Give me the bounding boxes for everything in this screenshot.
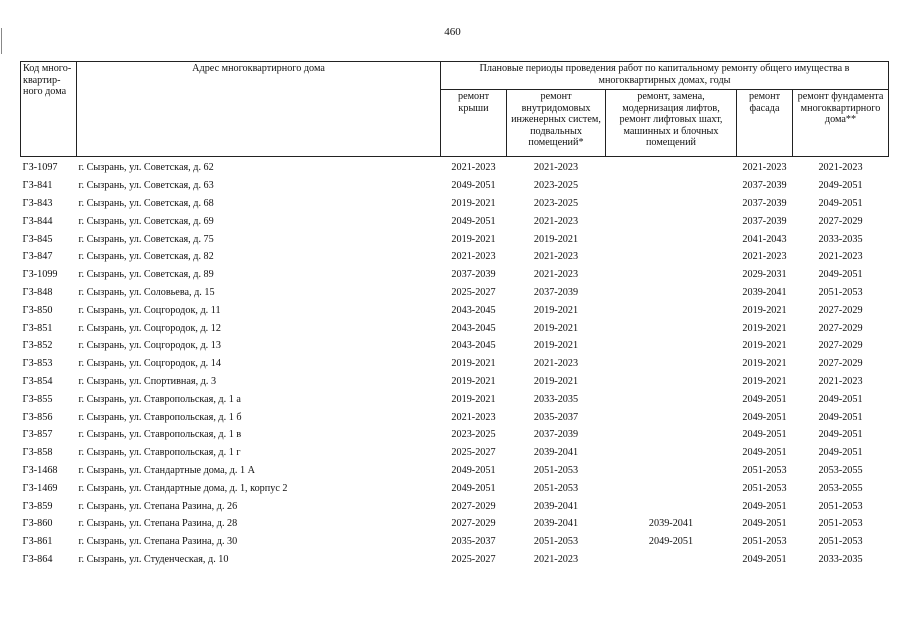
table-body [21, 157, 889, 569]
cell-roof: 2049-2051 [451, 482, 496, 494]
cell-roof: 2019-2021 [451, 393, 496, 405]
cell-facade: 2019-2021 [742, 322, 787, 334]
table-row [21, 337, 889, 355]
cell-roof: 2025-2027 [451, 553, 496, 565]
cell-elevators [606, 462, 737, 480]
table-row [21, 230, 889, 248]
cell-systems: 2039-2041 [533, 500, 579, 512]
table-row [21, 284, 889, 302]
cell-elevators [606, 444, 737, 462]
cell-roof: 2019-2021 [451, 358, 496, 370]
cell-code: ГЗ-845 [22, 233, 53, 245]
cell-systems: 2023-2025 [533, 180, 579, 192]
cell-systems: 2033-2035 [533, 393, 579, 405]
cell-facade: 2049-2051 [742, 411, 787, 423]
table-row [21, 533, 889, 551]
cell-facade: 2051-2053 [742, 536, 787, 548]
cell-foundation: 2049-2051 [818, 180, 863, 192]
cell-elevators [606, 390, 737, 408]
table-row [21, 373, 889, 391]
cell-code: ГЗ-864 [22, 553, 53, 565]
cell-code: ГЗ-860 [22, 518, 53, 530]
cell-code: ГЗ-853 [22, 358, 53, 370]
cell-code: ГЗ-861 [22, 536, 53, 548]
cell-code: ГЗ-852 [22, 340, 53, 352]
cell-elevators [606, 337, 737, 355]
cell-elevators [606, 373, 737, 391]
table-row [21, 248, 889, 266]
cell-elevators [606, 177, 737, 195]
cell-code: ГЗ-1097 [22, 162, 58, 174]
cell-foundation: 2049-2051 [818, 393, 863, 405]
cell-systems: 2051-2053 [533, 536, 579, 548]
cell-facade: 2037-2039 [742, 180, 787, 192]
cell-foundation: 2027-2029 [818, 322, 863, 334]
cell-foundation: 2049-2051 [818, 447, 863, 459]
cell-systems: 2021-2023 [533, 269, 579, 281]
cell-foundation: 2021-2023 [818, 375, 863, 387]
cell-address: г. Сызрань, ул. Советская, д. 62 [78, 162, 214, 174]
cell-elevators [606, 212, 737, 230]
cell-facade: 2019-2021 [742, 304, 787, 316]
cell-elevators [606, 479, 737, 497]
cell-address: г. Сызрань, ул. Студенческая, д. 10 [78, 553, 229, 565]
cell-address: г. Сызрань, ул. Ставропольская, д. 1 в [78, 429, 242, 441]
cell-foundation: 2051-2053 [818, 500, 863, 512]
cell-foundation: 2049-2051 [818, 429, 863, 441]
cell-foundation: 2049-2051 [818, 269, 863, 281]
cell-address: г. Сызрань, ул. Стандартные дома, д. 1, корпус 2 [78, 482, 288, 494]
cell-code: ГЗ-854 [22, 375, 53, 387]
cell-systems: 2035-2037 [533, 411, 579, 423]
cell-address: г. Сызрань, ул. Соцгородок, д. 11 [78, 304, 221, 316]
cell-code: ГЗ-850 [22, 304, 53, 316]
cell-elevators [606, 426, 737, 444]
cell-code: ГЗ-1469 [22, 482, 58, 494]
cell-roof: 2049-2051 [451, 464, 496, 476]
repair-schedule-table [20, 61, 889, 568]
cell-systems: 2021-2023 [533, 251, 579, 263]
cell-address: г. Сызрань, ул. Соцгородок, д. 12 [78, 322, 221, 334]
cell-foundation: 2021-2023 [818, 162, 863, 174]
header-roof-repair: ремонт крыши [441, 90, 507, 157]
cell-roof: 2049-2051 [451, 215, 496, 227]
cell-address: г. Сызрань, ул. Соловьева, д. 15 [78, 286, 215, 298]
table-row [21, 551, 889, 569]
cell-elevators [606, 408, 737, 426]
cell-roof: 2023-2025 [451, 429, 496, 441]
cell-facade: 2021-2023 [742, 251, 787, 263]
cell-roof: 2043-2045 [451, 340, 496, 352]
cell-foundation: 2027-2029 [818, 358, 863, 370]
cell-systems: 2021-2023 [533, 162, 579, 174]
cell-code: ГЗ-843 [22, 197, 53, 209]
cell-address: г. Сызрань, ул. Степана Разина, д. 28 [78, 518, 238, 530]
cell-code: ГЗ-856 [22, 411, 53, 423]
table-row [21, 195, 889, 213]
cell-foundation: 2053-2055 [818, 464, 863, 476]
cell-code: ГЗ-1099 [22, 269, 58, 281]
cell-systems: 2023-2025 [533, 197, 579, 209]
cell-facade: 2039-2041 [742, 286, 787, 298]
cell-foundation: 2027-2029 [818, 215, 863, 227]
cell-facade: 2021-2023 [742, 162, 787, 174]
cell-foundation: 2051-2053 [818, 536, 863, 548]
cell-address: г. Сызрань, ул. Соцгородок, д. 14 [78, 358, 221, 370]
cell-systems: 2039-2041 [533, 518, 579, 530]
header-systems-repair: ремонт внутридомовых инженерных систем, подвальных помещений* [507, 90, 606, 157]
header-planned-periods: Плановые периоды проведения работ по капитальному ремонту общего имущества в многоквартирных домах, годы [441, 62, 889, 90]
cell-foundation: 2033-2035 [818, 553, 863, 565]
cell-elevators [606, 248, 737, 266]
cell-elevators [606, 266, 737, 284]
cell-facade: 2049-2051 [742, 500, 787, 512]
cell-code: ГЗ-859 [22, 500, 53, 512]
table-row [21, 319, 889, 337]
cell-roof: 2021-2023 [451, 411, 496, 423]
header-elevator-repair: ремонт, замена, модернизация лифтов, ремонт лифтовых шахт, машинных и блочных помещений [606, 90, 737, 157]
cell-code: ГЗ-851 [22, 322, 53, 334]
cell-facade: 2049-2051 [742, 429, 787, 441]
cell-facade: 2049-2051 [742, 393, 787, 405]
cell-roof: 2027-2029 [451, 500, 496, 512]
table-row [21, 212, 889, 230]
cell-roof: 2019-2021 [451, 233, 496, 245]
cell-roof: 2025-2027 [451, 286, 496, 298]
cell-systems: 2051-2053 [533, 482, 579, 494]
cell-address: г. Сызрань, ул. Степана Разина, д. 30 [78, 536, 238, 548]
table-header [21, 62, 889, 157]
cell-roof: 2021-2023 [451, 162, 496, 174]
table-row [21, 301, 889, 319]
table-row [21, 177, 889, 195]
cell-facade: 2051-2053 [742, 464, 787, 476]
header-foundation-repair: ремонт фундамента многоквартирного дома** [793, 90, 889, 157]
cell-foundation: 2053-2055 [818, 482, 863, 494]
cell-address: г. Сызрань, ул. Советская, д. 68 [78, 197, 214, 209]
cell-systems: 2021-2023 [533, 553, 579, 565]
cell-systems: 2019-2021 [533, 322, 579, 334]
table-row [21, 266, 889, 284]
cell-code: ГЗ-855 [22, 393, 53, 405]
table-row [21, 408, 889, 426]
cell-roof: 2025-2027 [451, 447, 496, 459]
cell-address: г. Сызрань, ул. Советская, д. 89 [78, 269, 214, 281]
cell-elevators [606, 284, 737, 302]
cell-elevators: 2049-2051 [648, 536, 694, 548]
cell-code: ГЗ-844 [22, 215, 53, 227]
cell-address: г. Сызрань, ул. Спортивная, д. 3 [78, 375, 217, 387]
cell-facade: 2049-2051 [742, 447, 787, 459]
cell-address: г. Сызрань, ул. Советская, д. 63 [78, 180, 214, 192]
cell-roof: 2049-2051 [451, 180, 496, 192]
cell-elevators [606, 157, 737, 177]
table-row [21, 355, 889, 373]
cell-address: г. Сызрань, ул. Соцгородок, д. 13 [78, 340, 221, 352]
cell-foundation: 2021-2023 [818, 251, 863, 263]
cell-systems: 2019-2021 [533, 304, 579, 316]
table-row [21, 497, 889, 515]
cell-address: г. Сызрань, ул. Ставропольская, д. 1 г [78, 447, 241, 459]
cell-systems: 2051-2053 [533, 464, 579, 476]
cell-facade: 2019-2021 [742, 375, 787, 387]
cell-address: г. Сызрань, ул. Советская, д. 69 [78, 215, 214, 227]
cell-systems: 2019-2021 [533, 375, 579, 387]
cell-elevators [606, 301, 737, 319]
cell-systems: 2019-2021 [533, 340, 579, 352]
cell-foundation: 2049-2051 [818, 411, 863, 423]
cell-address: г. Сызрань, ул. Степана Разина, д. 26 [78, 500, 238, 512]
cell-address: г. Сызрань, ул. Ставропольская, д. 1 а [78, 393, 241, 405]
cell-code: ГЗ-841 [22, 180, 53, 192]
cell-code: ГЗ-858 [22, 447, 53, 459]
page-number: 460 [444, 26, 461, 38]
cell-elevators [606, 551, 737, 569]
cell-code: ГЗ-847 [22, 251, 53, 263]
table-row [21, 157, 889, 177]
cell-facade: 2037-2039 [742, 215, 787, 227]
cell-facade: 2029-2031 [742, 269, 787, 281]
cell-facade: 2019-2021 [742, 340, 787, 352]
cell-elevators [606, 497, 737, 515]
cell-systems: 2039-2041 [533, 447, 579, 459]
cell-elevators: 2039-2041 [648, 518, 694, 530]
cell-roof: 2021-2023 [451, 251, 496, 263]
cell-facade: 2037-2039 [742, 197, 787, 209]
table-row [21, 479, 889, 497]
cell-roof: 2019-2021 [451, 375, 496, 387]
cell-foundation: 2051-2053 [818, 286, 863, 298]
table-row [21, 462, 889, 480]
header-address: Адрес многоквартирного дома [77, 62, 441, 157]
table-row [21, 390, 889, 408]
cell-address: г. Сызрань, ул. Стандартные дома, д. 1 А [78, 464, 255, 476]
cell-systems: 2037-2039 [533, 286, 579, 298]
cell-roof: 2035-2037 [451, 536, 496, 548]
cell-roof: 2043-2045 [451, 322, 496, 334]
cell-address: г. Сызрань, ул. Ставропольская, д. 1 б [78, 411, 242, 423]
cell-systems: 2021-2023 [533, 215, 579, 227]
cell-roof: 2027-2029 [451, 518, 496, 530]
header-facade-repair: ремонт фасада [737, 90, 793, 157]
cell-elevators [606, 195, 737, 213]
cell-roof: 2019-2021 [451, 197, 496, 209]
cell-elevators [606, 355, 737, 373]
cell-facade: 2049-2051 [742, 518, 787, 530]
table-row [21, 426, 889, 444]
cell-address: г. Сызрань, ул. Советская, д. 82 [78, 251, 214, 263]
cell-code: ГЗ-1468 [22, 464, 58, 476]
cell-elevators [606, 230, 737, 248]
cell-code: ГЗ-857 [22, 429, 53, 441]
cell-facade: 2051-2053 [742, 482, 787, 494]
cell-address: г. Сызрань, ул. Советская, д. 75 [78, 233, 214, 245]
cell-foundation: 2027-2029 [818, 304, 863, 316]
table-row [21, 444, 889, 462]
cell-foundation: 2033-2035 [818, 233, 863, 245]
cell-facade: 2041-2043 [742, 233, 787, 245]
cell-foundation: 2027-2029 [818, 340, 863, 352]
cell-systems: 2037-2039 [533, 429, 579, 441]
cell-roof: 2043-2045 [451, 304, 496, 316]
cell-systems: 2021-2023 [533, 358, 579, 370]
cell-roof: 2037-2039 [451, 269, 496, 281]
cell-facade: 2019-2021 [742, 358, 787, 370]
cell-code: ГЗ-848 [22, 286, 53, 298]
cell-facade: 2049-2051 [742, 553, 787, 565]
table-row [21, 515, 889, 533]
cell-foundation: 2051-2053 [818, 518, 863, 530]
cell-foundation: 2049-2051 [818, 197, 863, 209]
cell-systems: 2019-2021 [533, 233, 579, 245]
cell-elevators [606, 319, 737, 337]
header-code: Код много- квартир- ного дома [21, 62, 77, 157]
